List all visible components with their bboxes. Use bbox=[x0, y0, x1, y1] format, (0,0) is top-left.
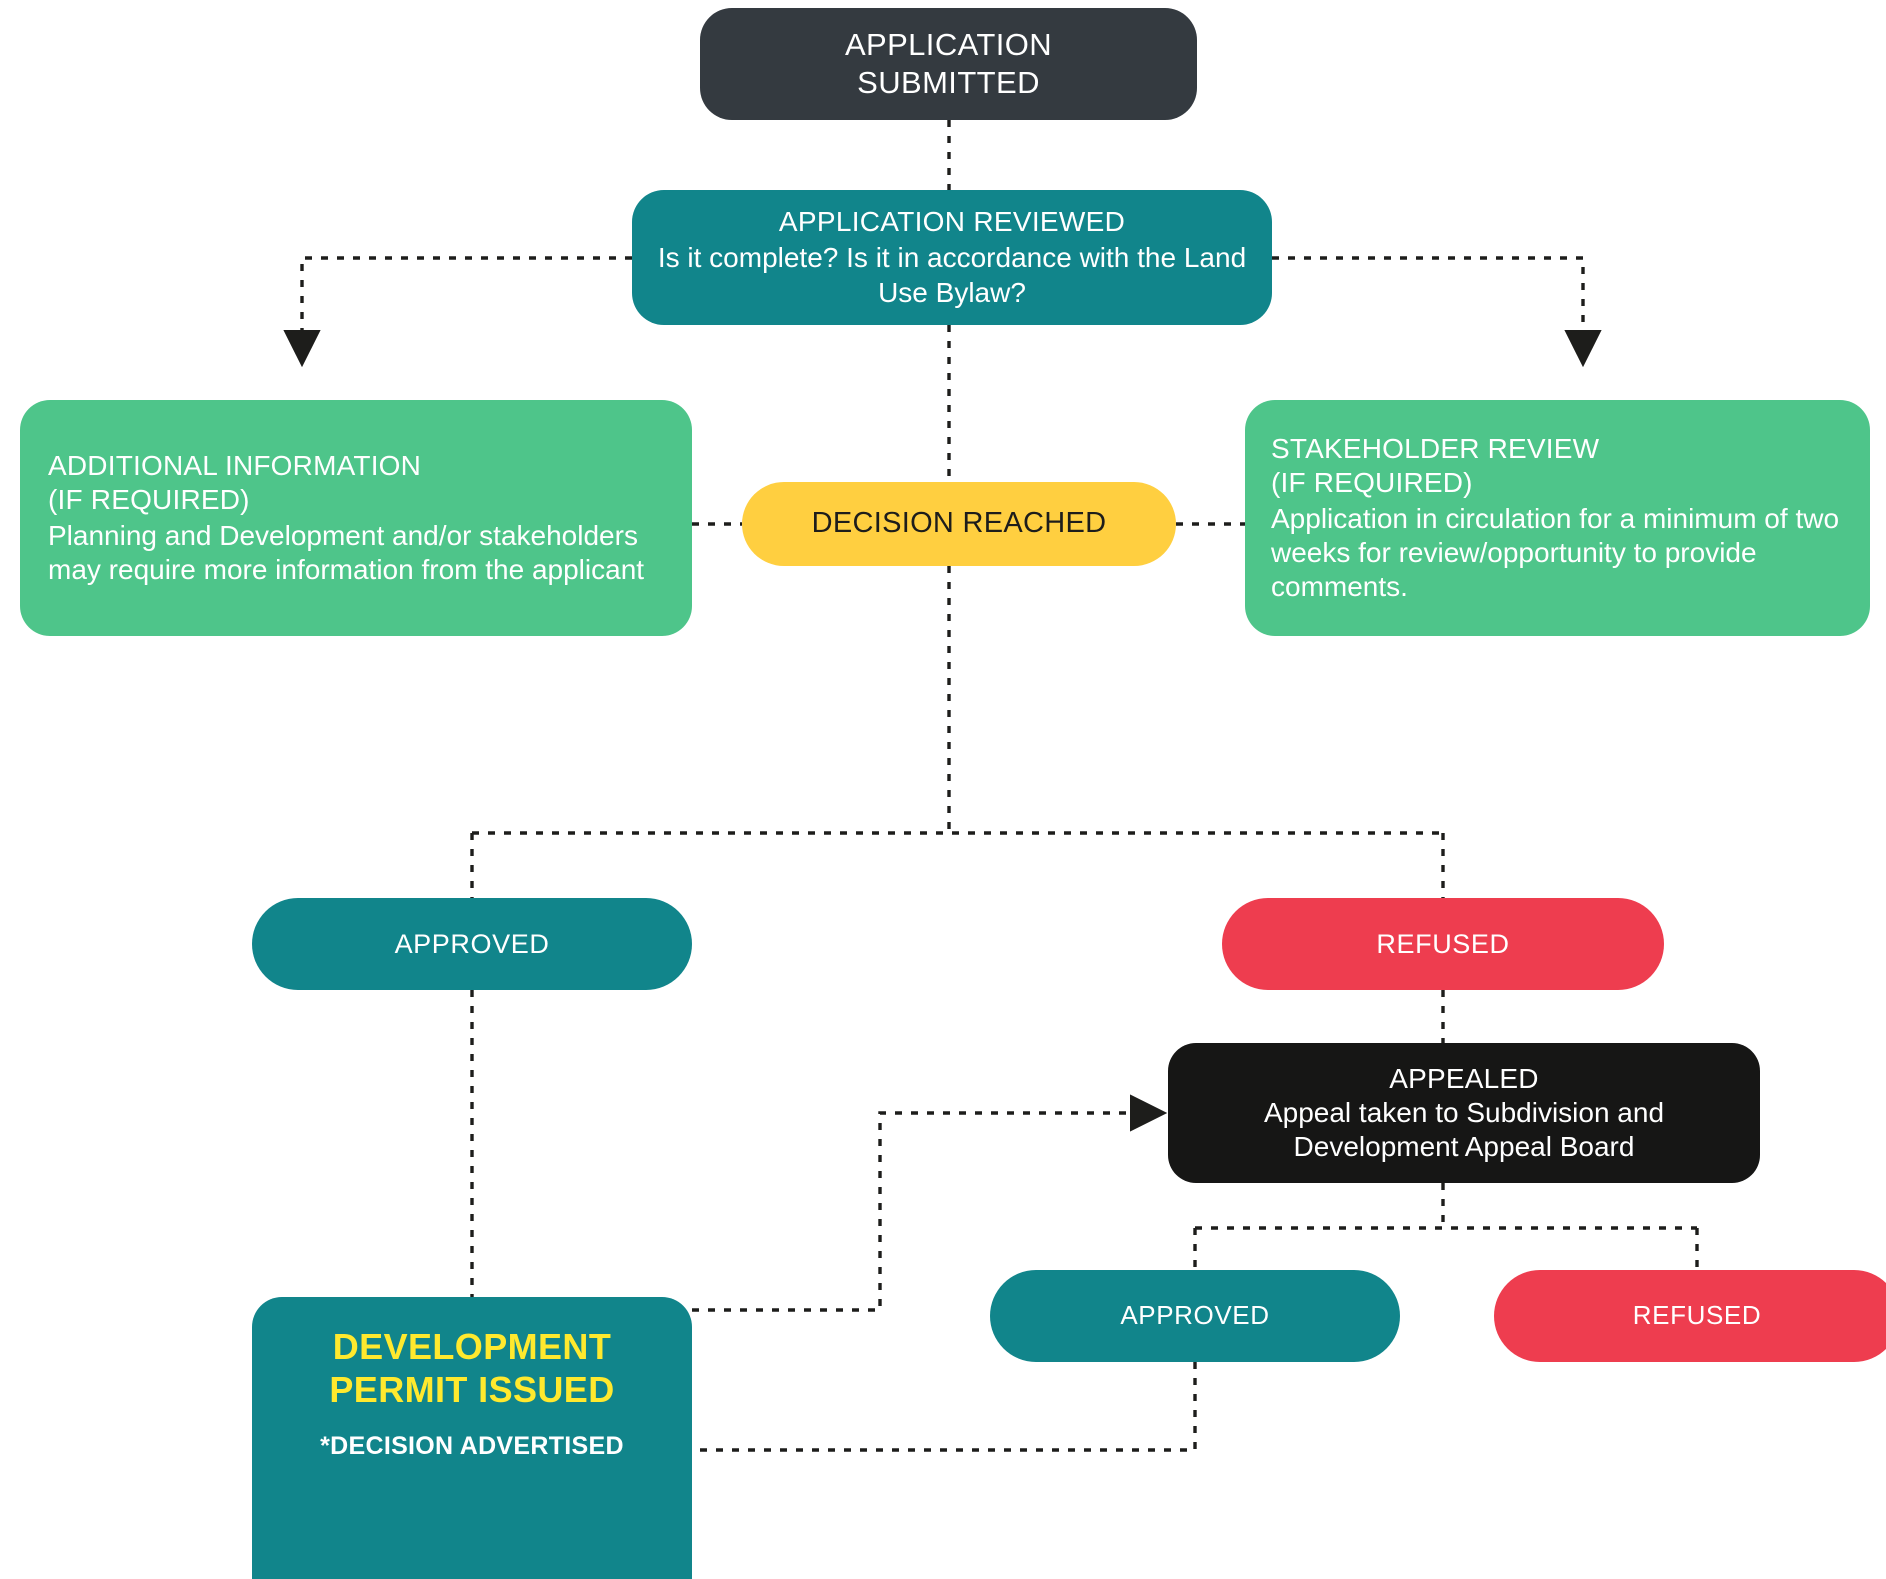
node-application-reviewed[interactable] bbox=[632, 190, 1272, 325]
node-stakeholder-review-body: Application in circulation for a minimum of two weeks for review/opportunity to provide comments. bbox=[1271, 502, 1840, 603]
node-decision-reached[interactable] bbox=[742, 482, 1176, 566]
node-refused-title: REFUSED bbox=[1376, 928, 1510, 959]
node-development-permit-issued[interactable] bbox=[252, 1297, 692, 1579]
node-appealed-body: Appeal taken to Subdivision and Development Appeal Board bbox=[1263, 1096, 1665, 1163]
node-stakeholder-review-title: STAKEHOLDER REVIEW bbox=[1271, 432, 1600, 464]
node-refused[interactable] bbox=[1222, 898, 1664, 990]
node-additional-information[interactable] bbox=[20, 400, 692, 636]
node-stakeholder-review-subtitle: (IF REQUIRED) bbox=[1271, 466, 1473, 498]
line-appeal-approved-to-permit bbox=[692, 1362, 1195, 1450]
node-approved[interactable] bbox=[252, 898, 692, 990]
line-reviewed-to-additional bbox=[302, 258, 632, 340]
node-application-submitted[interactable] bbox=[700, 8, 1197, 120]
node-decision-reached-title: DECISION REACHED bbox=[811, 507, 1107, 540]
node-appealed-title: APPEALED bbox=[1389, 1062, 1539, 1094]
node-appealed[interactable] bbox=[1168, 1043, 1760, 1183]
line-reviewed-to-stakeholder bbox=[1272, 258, 1583, 340]
node-approved-title: APPROVED bbox=[394, 928, 550, 959]
node-appeal-refused-title: REFUSED bbox=[1632, 1300, 1762, 1331]
node-development-permit-issued-note: *DECISION ADVERTISED bbox=[320, 1432, 624, 1461]
node-application-submitted-line1: APPLICATION bbox=[844, 27, 1053, 63]
node-additional-information-subtitle: (IF REQUIRED) bbox=[48, 483, 250, 515]
node-appeal-approved[interactable] bbox=[990, 1270, 1400, 1362]
node-application-submitted-line2: SUBMITTED bbox=[857, 65, 1040, 100]
node-appeal-approved-title: APPROVED bbox=[1120, 1300, 1270, 1331]
node-additional-information-body: Planning and Development and/or stakeholders may require more information from the applicant bbox=[48, 520, 645, 586]
node-additional-information-title: ADDITIONAL INFORMATION bbox=[48, 449, 422, 481]
node-appeal-refused[interactable] bbox=[1494, 1270, 1886, 1362]
node-development-permit-issued-title: DEVELOPMENT PERMIT ISSUED bbox=[329, 1326, 615, 1411]
node-application-reviewed-title: APPLICATION REVIEWED bbox=[778, 206, 1126, 238]
node-stakeholder-review[interactable] bbox=[1245, 400, 1870, 636]
node-application-reviewed-body: Is it complete? Is it in accordance with the Land Use Bylaw? bbox=[657, 242, 1247, 308]
